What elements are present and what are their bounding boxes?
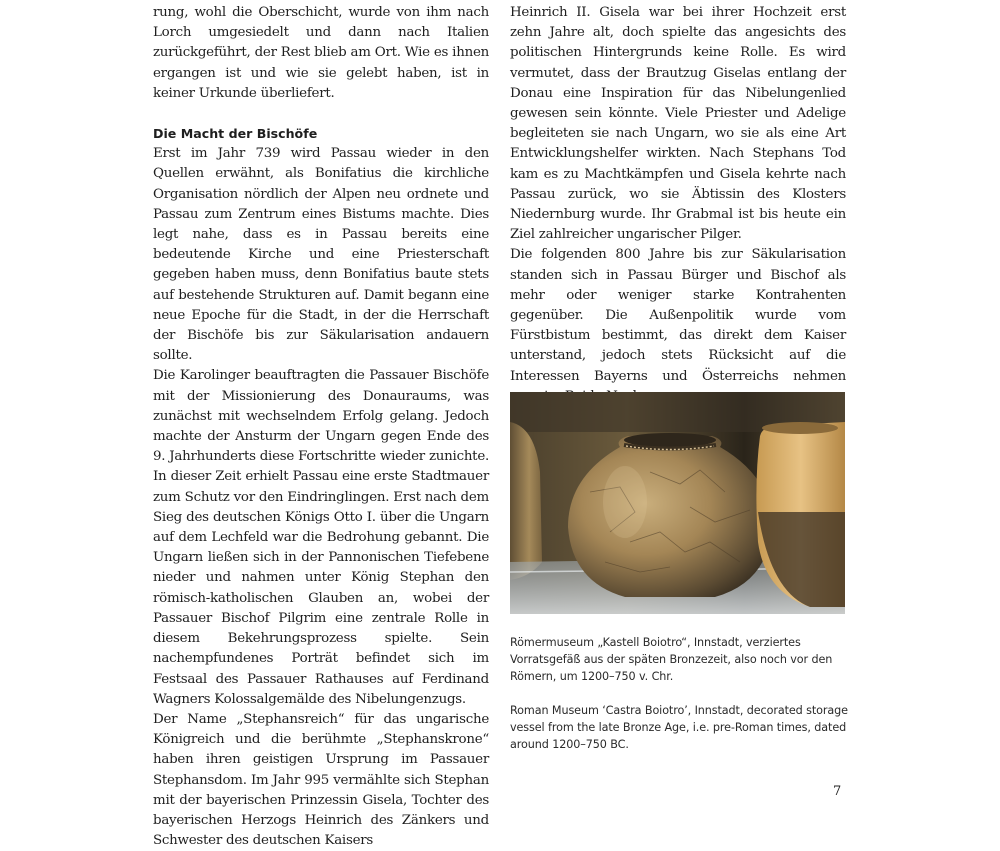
text-column-right xyxy=(510,0,846,407)
vessel-photo xyxy=(510,392,845,614)
figure-caption-english: Roman Museum ‘Castra Boiotro’, Innstadt, decorated storage vessel from the late Bronze Age, i.e. pre-Roman times, dated around 1200–750 BC. xyxy=(510,704,848,751)
paragraph: Die folgenden 800 Jahre bis zur Säkularisation standen sich in Passau Bürger und Bischof als mehr oder weniger starke Kontrahenten gegenüber. Die Außenpolitik wurde vom Fürstbistum bestimmt, das direkt dem Kaiser unterstand, jedoch stets Rücksicht auf die Interessen Bayerns und Österreichs nehmen xyxy=(510,247,846,384)
paragraph: Erst im Jahr 739 wird Passau wieder in den Quellen erwähnt, als Bonifatius die kirchliche Organisation nördlich der Alpen neu ordnete und Passau zum Zentrum eines Bistums machte. Dies legt nahe, dass es in Passau bereits eine bedeutende Kirche und eine Priesterschaft gegeben haben muss, denn Bonifatius baute stets auf bestehende Strukturen auf. Damit begann eine neue Epoche für die Stadt, in der die Herrschaft der Bischöfe bis zur Säkularisation andauern sollte. xyxy=(153,146,489,364)
figure-caption-german: Römermuseum „Kastell Boiotro“, Innstadt, verziertes Vorratsgefäß aus der späten Bronzezeit, also noch vor den Römern, um 1200–750 v. Chr. xyxy=(510,636,833,683)
paragraph: Die Karolinger beauftragten die Passauer Bischöfe mit der Missionierung des Donauraums, was zunächst mit wechselndem Erfolg gelang. Jedoch machte der Ansturm der Ungarn gegen Ende des 9. Jahrhunderts diese Fortschritte wieder zunichte. In dieser Zeit erhielt Passau eine erste Stadtmauer zum Schutz vor den Eindringlingen. Erst nach dem Sieg des deutschen Königs Otto I. über die Ungarn auf dem Lechfeld war die Bedrohung gebannt. Die Ungarn ließen sich in der Pannonischen Tiefebene nieder und nahmen unter König Stephan den römisch-katholischen Glauben an, wobei der Passauer Bischof Pilgrim eine zentrale Rolle in diesem Bekehrungsprozess spielte. Sein nachempfundenes Porträt befindet sich im Festsaal des Passauer Rathauses auf Ferdinand Wagners Kolossalgemälde des Nibelungenzugs. xyxy=(153,368,489,707)
text-column-left xyxy=(153,0,489,851)
page-number: 7 xyxy=(833,784,842,799)
paragraph: Der Name „Stephansreich“ für das ungarische Königreich und die berühmte „Stephanskrone“ haben ihren geistigen Ursprung im Passauer Stephansdom. Im Jahr 995 vermählte sich Stephan mit der bayerischen Prinzessin Gisela, Tochter des bayerischen Herzogs Heinrich des Zänkers und Schwester des deutschen Kaisers xyxy=(153,711,489,849)
paragraph: rung, wohl die Oberschicht, wurde von ihm nach Lorch umgesiedelt und dann nach Italien zurückgeführt, der Rest blieb am Ort. Wie es ihnen ergangen ist und wie sie gelebt haben, ist in keiner Urkunde überliefert. xyxy=(153,5,489,101)
section-heading: Die Macht der Bischöfe xyxy=(153,126,318,142)
paragraph: Heinrich II. Gisela war bei ihrer Hochzeit erst zehn Jahre alt, doch spielte das angesichts des politischen Hintergrunds keine Rolle. Es wird vermutet, dass der Brautzug Giselas entlang der Donau eine Inspiration für das Nibelungenlied gewesen sein könnte. Viele Priester und Adelige begleiteten sie nach Ungarn, wo sie als eine Art Entwicklungshelfer wirkten. Nach Stephans Tod kam es zu Machtkämpfen und Gisela kehrte nach Passau zurück, wo sie Äbtissin des Klosters Niedernburg wurde. Ihr Grabmal ist bis heute ein Ziel zahlreicher ungarischer Pilger. xyxy=(510,5,846,243)
